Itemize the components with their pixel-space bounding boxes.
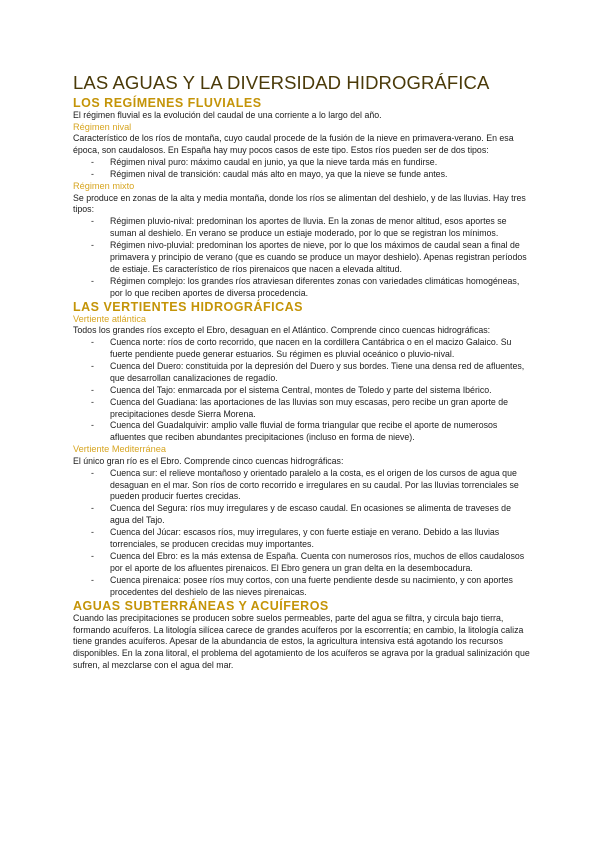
subheading-regimen-nival: Régimen nival xyxy=(73,121,132,132)
paragraph-subterraneas: Cuando las precipitaciones se producen sobre suelos permeables, parte del agua se filtra, y circula bajo tierra, formando acuíferos. La litología silícea carece de grandes acuíferos por la escorrentía; en cambio, la litología caliza tiene grandes acuíferos. Apesar de la abundancia de estos, la agricultura intensiva está agotando los recursos disponibles. En la zona litoral, el problema del agotamiento de los acuíferos se agrava por la gradual salinización que sufren, al mezclarse con el agua del mar. xyxy=(73,612,530,671)
list-item: - Cuenca del Segura: ríos muy irregulares y de escaso caudal. En ocasiones se alimenta de traveses de agua del Tajo. xyxy=(73,503,530,527)
paragraph-regimenes-intro: El régimen fluvial es la evolución del caudal de una corriente a lo largo del año. xyxy=(73,110,382,120)
list-item: - Cuenca sur: el relieve montañoso y orientado paralelo a la costa, es el origen de los cursos de agua que desaguan en el mar. Son ríos de corto recorrido e irregulares en su caudal. Por las lluvias torrenciales se pueden producir fuertes crecidas. xyxy=(73,468,530,504)
document-title: LAS AGUAS Y LA DIVERSIDAD HIDROGRÁFICA xyxy=(73,72,490,93)
paragraph-vertiente-mediterranea: El único gran río es el Ebro. Comprende cinco cuencas hidrográficas: xyxy=(73,455,344,466)
list-item: - Cuenca norte: ríos de corto recorrido, que nacen en la cordillera Cantábrica o en el macizo Galaico. Su fuerte pendiente puede generar estuarios. Su régimen es pluvial oceánico o pluvio-nival. xyxy=(73,337,530,361)
subheading-regimen-mixto: Régimen mixto xyxy=(73,181,135,192)
section-subterraneas xyxy=(73,599,530,673)
list-item: - Régimen nivo-pluvial: predominan los aportes de nieve, por lo que los máximos de caudal sean a final de primavera y principio de verano (que es cuando se produce un mayor deshielo). Apenas registran períodos de estiaje. Es característico de ríos pirenaicos que nacen a elevada altitud. xyxy=(73,240,530,276)
list-cuencas-atlanticas xyxy=(73,337,530,444)
list-item: - Cuenca del Guadiana: las aportaciones de las lluvias son muy escasas, pero recibe un gran aporte de precipitaciones desde Sierra Morena. xyxy=(73,397,530,421)
list-item: - Régimen nival de transición: caudal más alto en mayo, ya que la nieve se funde antes. xyxy=(73,169,530,181)
section-heading-regimenes: LOS REGÍMENES FLUVIALES xyxy=(73,96,262,110)
list-item: - Cuenca del Guadalquivir: amplio valle fluvial de forma triangular que recibe el aporte de numerosos afluentes que reciben abundantes precipitaciones (incluso en forma de nieve). xyxy=(73,420,530,444)
list-item: - Régimen nival puro: máximo caudal en junio, ya que la nieve tarda más en fundirse. xyxy=(73,157,530,169)
section-regimenes xyxy=(73,96,530,300)
paragraph-vertiente-atlantica: Todos los grandes ríos excepto el Ebro, desaguan en el Atlántico. Comprende cinco cuencas hidrográficas: xyxy=(73,325,491,336)
section-heading-subterraneas: AGUAS SUBTERRÁNEAS Y ACUÍFEROS xyxy=(73,598,329,613)
list-item: - Cuenca del Júcar: escasos ríos, muy irregulares, y con fuerte estiaje en verano. Debido a las lluvias torrenciales, se producen crecidas muy importantes. xyxy=(73,527,530,551)
subheading-vertiente-atlantica: Vertiente atlántica xyxy=(73,313,147,324)
paragraph-regimen-nival: Característico de los ríos de montaña, cuyo caudal procede de la fusión de la nieve en primavera-verano. En esa época, son caudalosos. En España hay muy pocos casos de este tipo. Estos ríos pueden ser de dos tipos: xyxy=(73,133,514,156)
section-vertientes xyxy=(73,300,530,599)
list-item: - Cuenca del Tajo: enmarcada por el sistema Central, montes de Toledo y parte del sistema Ibérico. xyxy=(73,385,530,397)
subheading-vertiente-mediterranea: Vertiente Mediterránea xyxy=(73,444,166,455)
list-item: - Régimen complejo: los grandes ríos atraviesan diferentes zonas con variedades climáticas homogéneas, por lo que reciben aportes de diversa procedencia. xyxy=(73,276,530,300)
list-item: - Cuenca del Duero: constituida por la depresión del Duero y sus bordes. Tiene una densa red de afluentes, que desarrollan canalizaciones de regadío. xyxy=(73,361,530,385)
list-cuencas-mediterraneas xyxy=(73,468,530,599)
list-item: - Cuenca pirenaica: posee ríos muy cortos, con una fuerte pendiente desde su nacimiento, y con aportes procedentes del deshielo de las nieves pirenaicas. xyxy=(73,575,530,599)
list-item: - Régimen pluvio-nival: predominan los aportes de lluvia. En la zonas de menor altitud, esos aportes se suman al deshielo. En verano se produce un estiaje moderado, por lo que se registran los mínimos. xyxy=(73,216,530,240)
list-regimen-mixto xyxy=(73,216,530,299)
section-heading-vertientes: LAS VERTIENTES HIDROGRÁFICAS xyxy=(73,299,303,314)
paragraph-regimen-mixto: Se produce en zonas de la alta y media montaña, donde los ríos se alimentan del deshielo, y de las lluvias. Hay tres tipos: xyxy=(73,192,526,215)
list-regimen-nival xyxy=(73,157,530,181)
list-item: - Cuenca del Ebro: es la más extensa de España. Cuenta con numerosos ríos, muchos de ellos caudalosos por el aporte de los afluentes pirenaicos. El Ebro genera un gran delta en la desembocadura. xyxy=(73,551,530,575)
